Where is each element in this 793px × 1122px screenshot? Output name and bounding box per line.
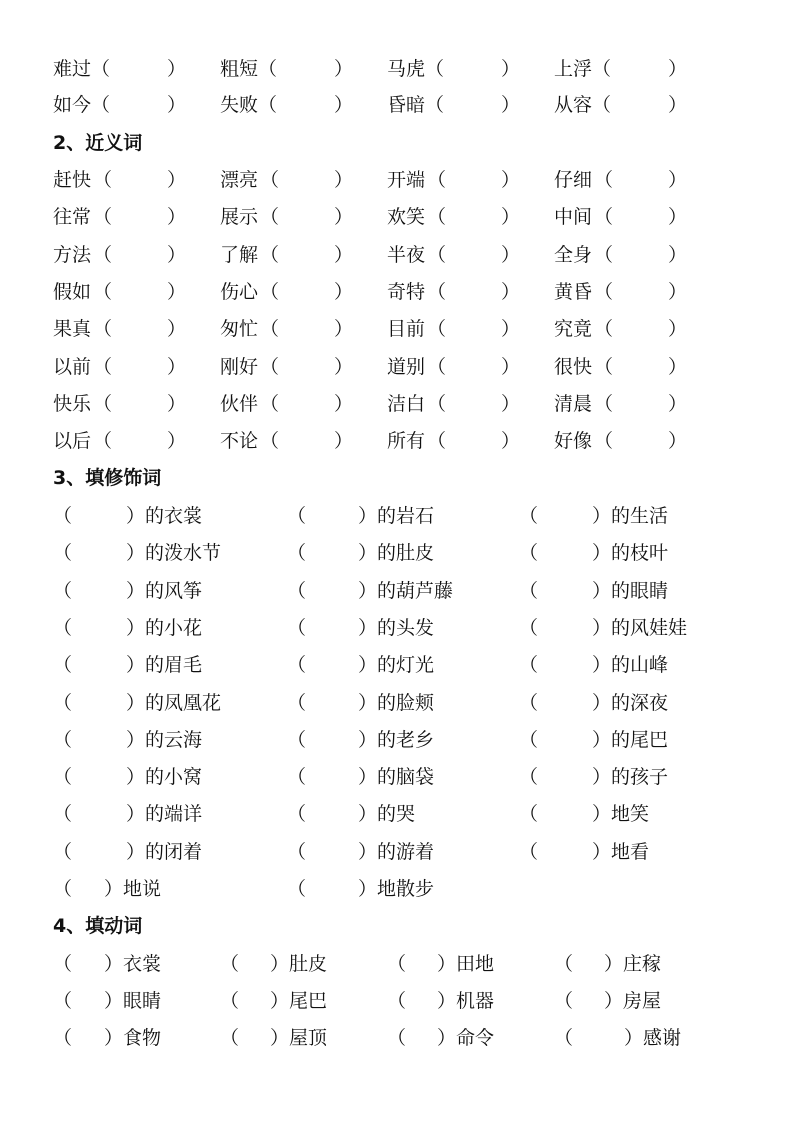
answer-blank-open: （ bbox=[519, 654, 539, 677]
synonym-word: 往常 bbox=[53, 206, 92, 229]
answer-blank-close: ） bbox=[668, 430, 688, 453]
modifier-row bbox=[0, 688, 793, 718]
antonym-word: 粗短（ bbox=[220, 58, 278, 80]
answer-blank-open: （ bbox=[594, 430, 614, 453]
answer-blank-close: ） bbox=[501, 355, 521, 378]
modifier-phrase: ）的老乡 bbox=[358, 728, 435, 751]
answer-blank-open: （ bbox=[53, 654, 73, 677]
synonym-word: 奇特 bbox=[387, 280, 426, 303]
modifier-row bbox=[0, 538, 793, 568]
answer-blank-open: （ bbox=[287, 691, 307, 714]
answer-blank-open: （ bbox=[519, 803, 539, 826]
answer-blank-open: （ bbox=[53, 579, 73, 602]
answer-blank-open: （ bbox=[594, 169, 614, 191]
answer-blank-open: （ bbox=[220, 953, 240, 975]
answer-blank-open: （ bbox=[53, 990, 73, 1012]
synonym-word: 伤心 bbox=[220, 280, 259, 303]
answer-blank-open: （ bbox=[53, 542, 73, 565]
verb-phrase: ）命令 bbox=[437, 1027, 495, 1049]
modifier-phrase: ）地看 bbox=[592, 840, 650, 863]
modifier-phrase: ）的尾巴 bbox=[592, 728, 669, 751]
answer-blank-open: （ bbox=[427, 243, 447, 266]
answer-blank-open: （ bbox=[93, 318, 113, 341]
modifier-phrase: ）的眉毛 bbox=[126, 654, 203, 677]
answer-blank-open: （ bbox=[93, 430, 113, 453]
answer-blank-close: ） bbox=[668, 318, 688, 341]
synonym-row bbox=[0, 165, 793, 195]
synonym-word: 以前 bbox=[53, 355, 92, 378]
synonym-word: 很快 bbox=[554, 355, 593, 378]
answer-blank-close: ） bbox=[334, 243, 354, 266]
answer-blank-close: ） bbox=[668, 355, 688, 378]
answer-blank-open: （ bbox=[427, 318, 447, 341]
answer-blank-close: ） bbox=[501, 280, 521, 303]
answer-blank-open: （ bbox=[93, 280, 113, 303]
modifier-row bbox=[0, 837, 793, 867]
antonym-word: 昏暗（ bbox=[387, 94, 445, 116]
modifier-row bbox=[0, 762, 793, 792]
synonym-word: 展示 bbox=[220, 206, 259, 229]
answer-blank-open: （ bbox=[594, 318, 614, 341]
answer-blank-close: ） bbox=[334, 318, 354, 341]
answer-blank-open: （ bbox=[519, 542, 539, 565]
answer-blank-open: （ bbox=[519, 579, 539, 602]
answer-blank-close: ） bbox=[167, 169, 187, 191]
answer-blank-close: ） bbox=[167, 206, 187, 229]
answer-blank-open: （ bbox=[287, 728, 307, 751]
modifier-phrase: ）的岩石 bbox=[358, 505, 435, 527]
synonym-row bbox=[0, 240, 793, 270]
answer-blank-open: （ bbox=[554, 990, 574, 1012]
verb-phrase: ）房屋 bbox=[604, 990, 662, 1012]
answer-blank-open: （ bbox=[53, 691, 73, 714]
answer-blank-close: ） bbox=[334, 392, 354, 415]
answer-blank-close: ） bbox=[501, 318, 521, 341]
modifier-phrase: ）地笑 bbox=[592, 803, 650, 826]
answer-blank-open: （ bbox=[427, 430, 447, 453]
modifier-phrase: ）的哭 bbox=[358, 803, 416, 826]
synonym-word: 匆忙 bbox=[220, 318, 259, 341]
modifier-phrase: ）的端详 bbox=[126, 803, 203, 826]
answer-blank-close: ） bbox=[167, 94, 187, 116]
synonym-word: 道别 bbox=[387, 355, 426, 378]
answer-blank-close: ） bbox=[334, 355, 354, 378]
synonym-word: 果真 bbox=[53, 318, 92, 341]
modifier-phrase: ）的肚皮 bbox=[358, 542, 435, 565]
modifier-phrase: ）的衣裳 bbox=[126, 505, 203, 527]
modifier-row bbox=[0, 799, 793, 829]
answer-blank-open: （ bbox=[594, 355, 614, 378]
answer-blank-open: （ bbox=[287, 654, 307, 677]
synonym-word: 中间 bbox=[554, 206, 593, 229]
answer-blank-close: ） bbox=[334, 206, 354, 229]
answer-blank-open: （ bbox=[287, 840, 307, 863]
synonym-word: 所有 bbox=[387, 430, 426, 453]
verb-row bbox=[0, 949, 793, 979]
synonym-word: 全身 bbox=[554, 243, 593, 266]
synonym-word: 半夜 bbox=[387, 243, 426, 266]
answer-blank-close: ） bbox=[167, 355, 187, 378]
answer-blank-open: （ bbox=[519, 840, 539, 863]
answer-blank-close: ） bbox=[668, 392, 688, 415]
answer-blank-open: （ bbox=[53, 728, 73, 751]
answer-blank-close: ） bbox=[501, 94, 521, 116]
answer-blank-open: （ bbox=[594, 206, 614, 229]
synonym-row bbox=[0, 202, 793, 232]
section-heading-verbs: 4、填动词 bbox=[53, 915, 143, 937]
answer-blank-close: ） bbox=[334, 430, 354, 453]
synonym-row bbox=[0, 426, 793, 456]
answer-blank-close: ） bbox=[668, 206, 688, 229]
answer-blank-open: （ bbox=[594, 392, 614, 415]
answer-blank-close: ） bbox=[334, 280, 354, 303]
answer-blank-open: （ bbox=[287, 766, 307, 789]
modifier-phrase: ）的游着 bbox=[358, 840, 435, 863]
answer-blank-open: （ bbox=[427, 355, 447, 378]
modifier-row bbox=[0, 576, 793, 606]
answer-blank-open: （ bbox=[387, 953, 407, 975]
synonym-word: 伙伴 bbox=[220, 392, 259, 415]
answer-blank-close: ） bbox=[334, 94, 354, 116]
answer-blank-close: ） bbox=[668, 280, 688, 303]
answer-blank-open: （ bbox=[53, 803, 73, 826]
verb-phrase: ）食物 bbox=[104, 1027, 162, 1049]
answer-blank-close: ） bbox=[501, 392, 521, 415]
answer-blank-open: （ bbox=[519, 505, 539, 527]
antonym-word: 上浮（ bbox=[554, 58, 612, 80]
verb-phrase: ）衣裳 bbox=[104, 953, 162, 975]
synonym-word: 目前 bbox=[387, 318, 426, 341]
synonym-row bbox=[0, 277, 793, 307]
answer-blank-open: （ bbox=[519, 616, 539, 639]
answer-blank-open: （ bbox=[287, 878, 307, 900]
answer-blank-close: ） bbox=[334, 169, 354, 191]
verb-phrase: ）庄稼 bbox=[604, 953, 662, 975]
answer-blank-open: （ bbox=[260, 169, 280, 191]
answer-blank-open: （ bbox=[93, 243, 113, 266]
answer-blank-open: （ bbox=[554, 1027, 574, 1049]
synonym-row bbox=[0, 352, 793, 382]
verb-phrase: ）眼睛 bbox=[104, 990, 162, 1012]
modifier-phrase: ）的风筝 bbox=[126, 579, 203, 602]
answer-blank-open: （ bbox=[260, 206, 280, 229]
verb-phrase: ）屋顶 bbox=[270, 1027, 328, 1049]
answer-blank-open: （ bbox=[427, 169, 447, 191]
answer-blank-close: ） bbox=[167, 58, 187, 80]
answer-blank-open: （ bbox=[53, 878, 73, 900]
answer-blank-open: （ bbox=[594, 280, 614, 303]
synonym-word: 快乐 bbox=[53, 392, 92, 415]
answer-blank-close: ） bbox=[334, 58, 354, 80]
synonym-word: 方法 bbox=[53, 243, 92, 266]
answer-blank-open: （ bbox=[260, 280, 280, 303]
answer-blank-open: （ bbox=[287, 616, 307, 639]
modifier-phrase: ）的深夜 bbox=[592, 691, 669, 714]
answer-blank-open: （ bbox=[53, 1027, 73, 1049]
synonym-word: 了解 bbox=[220, 243, 259, 266]
modifier-phrase: ）的枝叶 bbox=[592, 542, 669, 565]
answer-blank-open: （ bbox=[260, 355, 280, 378]
synonym-word: 洁白 bbox=[387, 392, 426, 415]
modifier-row bbox=[0, 874, 793, 904]
modifier-phrase: ）的脸颊 bbox=[358, 691, 435, 714]
modifier-phrase: ）的眼睛 bbox=[592, 579, 669, 602]
answer-blank-open: （ bbox=[519, 728, 539, 751]
synonym-word: 漂亮 bbox=[220, 169, 259, 191]
answer-blank-open: （ bbox=[93, 355, 113, 378]
antonym-row bbox=[0, 54, 793, 84]
section-heading-synonyms: 2、近义词 bbox=[53, 132, 143, 154]
synonym-row bbox=[0, 389, 793, 419]
modifier-phrase: ）的孩子 bbox=[592, 766, 669, 789]
modifier-phrase: ）地说 bbox=[104, 878, 162, 900]
answer-blank-open: （ bbox=[287, 505, 307, 527]
answer-blank-close: ） bbox=[167, 430, 187, 453]
verb-phrase: ）尾巴 bbox=[270, 990, 328, 1012]
modifier-phrase: ）的灯光 bbox=[358, 654, 435, 677]
antonym-word: 马虎（ bbox=[387, 58, 445, 80]
modifier-row bbox=[0, 725, 793, 755]
answer-blank-close: ） bbox=[167, 243, 187, 266]
modifier-row bbox=[0, 613, 793, 643]
antonym-word: 失败（ bbox=[220, 94, 278, 116]
modifier-phrase: ）的山峰 bbox=[592, 654, 669, 677]
answer-blank-close: ） bbox=[167, 392, 187, 415]
synonym-word: 以后 bbox=[53, 430, 92, 453]
verb-row bbox=[0, 986, 793, 1016]
answer-blank-open: （ bbox=[53, 505, 73, 527]
antonym-word: 如今（ bbox=[53, 94, 111, 116]
answer-blank-close: ） bbox=[501, 58, 521, 80]
antonym-word: 从容（ bbox=[554, 94, 612, 116]
modifier-phrase: ）的脑袋 bbox=[358, 766, 435, 789]
verb-phrase: ）田地 bbox=[437, 953, 495, 975]
synonym-word: 赶快 bbox=[53, 169, 92, 191]
answer-blank-open: （ bbox=[260, 430, 280, 453]
modifier-phrase: ）的闭着 bbox=[126, 840, 203, 863]
answer-blank-close: ） bbox=[668, 169, 688, 191]
synonym-word: 仔细 bbox=[554, 169, 593, 191]
answer-blank-open: （ bbox=[287, 579, 307, 602]
answer-blank-close: ） bbox=[668, 94, 688, 116]
modifier-phrase: ）的生活 bbox=[592, 505, 669, 527]
synonym-word: 清晨 bbox=[554, 392, 593, 415]
synonym-word: 究竟 bbox=[554, 318, 593, 341]
answer-blank-open: （ bbox=[387, 990, 407, 1012]
answer-blank-open: （ bbox=[220, 990, 240, 1012]
answer-blank-open: （ bbox=[53, 766, 73, 789]
answer-blank-open: （ bbox=[519, 766, 539, 789]
modifier-phrase: ）的头发 bbox=[358, 616, 435, 639]
modifier-phrase: ）的云海 bbox=[126, 728, 203, 751]
answer-blank-open: （ bbox=[427, 280, 447, 303]
answer-blank-close: ） bbox=[501, 169, 521, 191]
answer-blank-open: （ bbox=[594, 243, 614, 266]
verb-phrase: ）肚皮 bbox=[270, 953, 328, 975]
section-heading-modifiers: 3、填修饰词 bbox=[53, 467, 162, 489]
antonym-row bbox=[0, 90, 793, 120]
modifier-phrase: ）的小花 bbox=[126, 616, 203, 639]
modifier-phrase: ）的小窝 bbox=[126, 766, 203, 789]
answer-blank-open: （ bbox=[554, 953, 574, 975]
answer-blank-open: （ bbox=[519, 691, 539, 714]
synonym-word: 开端 bbox=[387, 169, 426, 191]
synonym-word: 不论 bbox=[220, 430, 259, 453]
modifier-phrase: ）地散步 bbox=[358, 878, 435, 900]
answer-blank-open: （ bbox=[387, 1027, 407, 1049]
antonym-word: 难过（ bbox=[53, 58, 111, 80]
answer-blank-open: （ bbox=[53, 953, 73, 975]
answer-blank-close: ） bbox=[501, 430, 521, 453]
answer-blank-open: （ bbox=[260, 392, 280, 415]
answer-blank-open: （ bbox=[260, 318, 280, 341]
answer-blank-open: （ bbox=[93, 206, 113, 229]
verb-row bbox=[0, 1023, 793, 1053]
verb-phrase: ）机器 bbox=[437, 990, 495, 1012]
modifier-row bbox=[0, 650, 793, 680]
verb-phrase: ）感谢 bbox=[624, 1027, 682, 1049]
answer-blank-close: ） bbox=[167, 280, 187, 303]
modifier-phrase: ）的葫芦藤 bbox=[358, 579, 454, 602]
answer-blank-open: （ bbox=[93, 169, 113, 191]
answer-blank-close: ） bbox=[501, 243, 521, 266]
answer-blank-open: （ bbox=[427, 392, 447, 415]
synonym-word: 黄昏 bbox=[554, 280, 593, 303]
answer-blank-close: ） bbox=[668, 243, 688, 266]
answer-blank-close: ） bbox=[501, 206, 521, 229]
modifier-phrase: ）的凤凰花 bbox=[126, 691, 222, 714]
answer-blank-open: （ bbox=[53, 840, 73, 863]
answer-blank-open: （ bbox=[220, 1027, 240, 1049]
answer-blank-open: （ bbox=[287, 803, 307, 826]
answer-blank-close: ） bbox=[668, 58, 688, 80]
modifier-phrase: ）的泼水节 bbox=[126, 542, 222, 565]
synonym-word: 欢笑 bbox=[387, 206, 426, 229]
modifier-row bbox=[0, 501, 793, 531]
synonym-word: 假如 bbox=[53, 280, 92, 303]
answer-blank-open: （ bbox=[427, 206, 447, 229]
answer-blank-open: （ bbox=[53, 616, 73, 639]
synonym-word: 好像 bbox=[554, 430, 593, 453]
answer-blank-open: （ bbox=[260, 243, 280, 266]
synonym-word: 刚好 bbox=[220, 355, 259, 378]
answer-blank-open: （ bbox=[287, 542, 307, 565]
answer-blank-open: （ bbox=[93, 392, 113, 415]
modifier-phrase: ）的风娃娃 bbox=[592, 616, 688, 639]
synonym-row bbox=[0, 314, 793, 344]
answer-blank-close: ） bbox=[167, 318, 187, 341]
